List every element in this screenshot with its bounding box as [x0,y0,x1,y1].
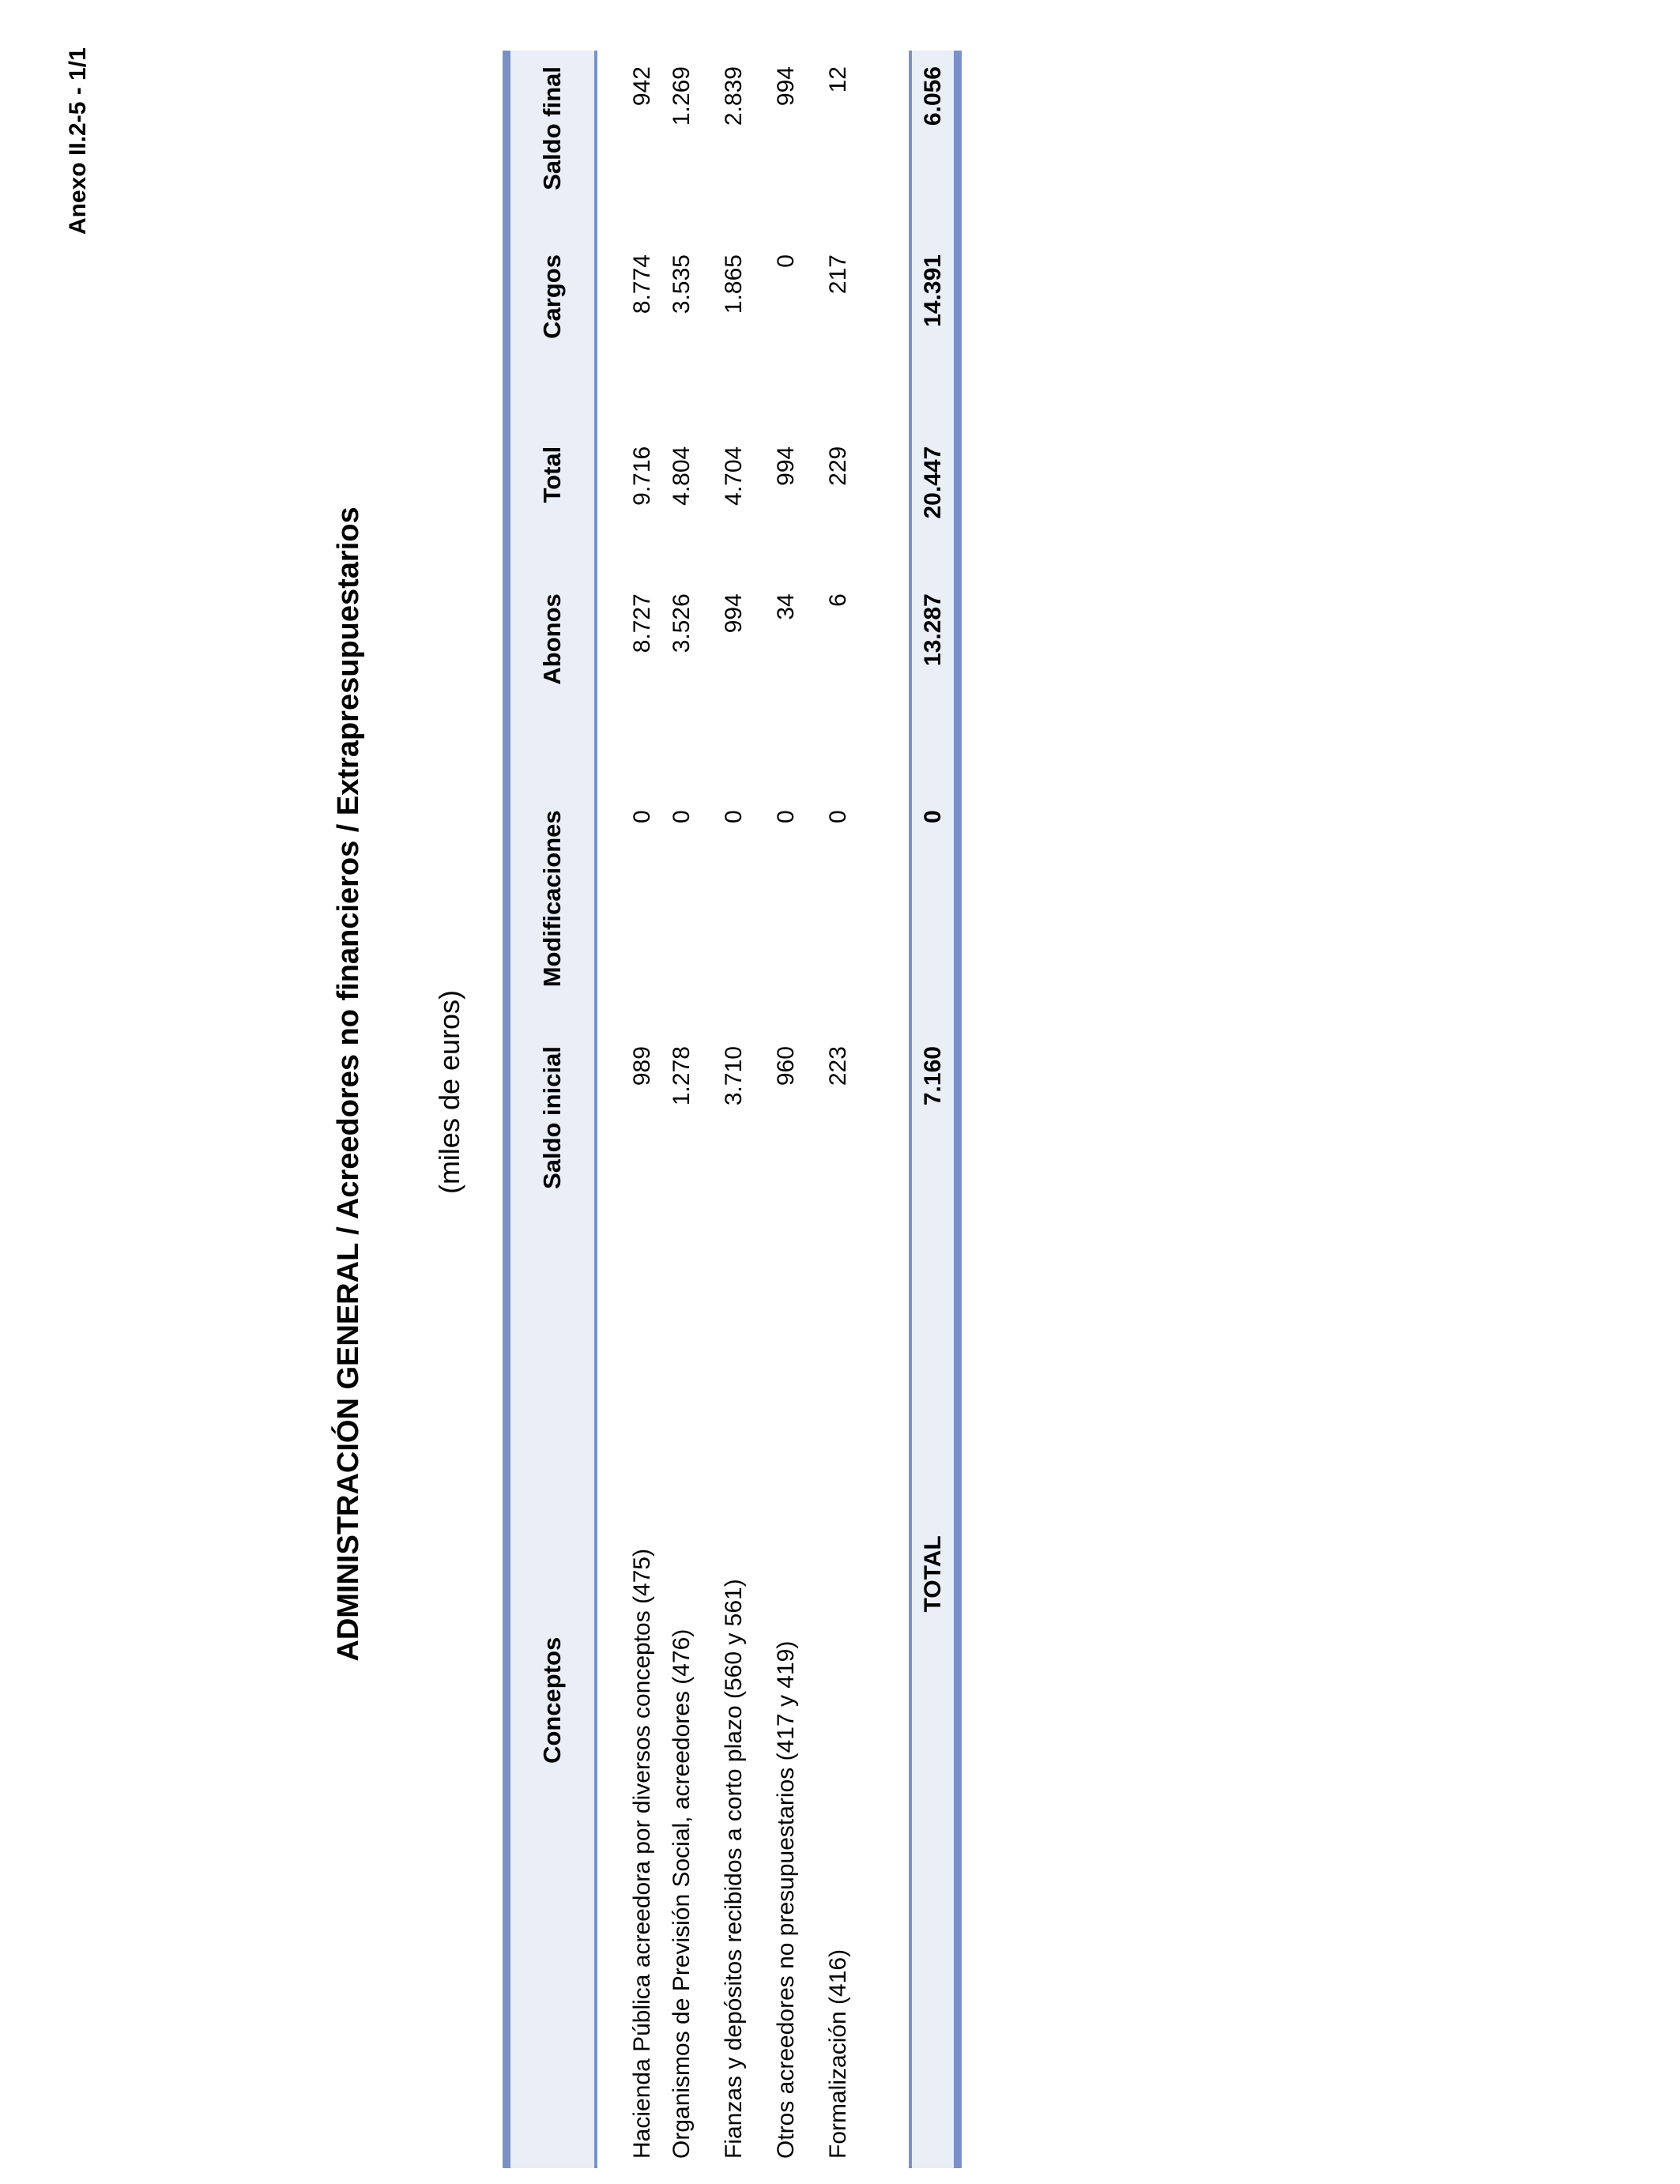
total-abonos: 13.287 [910,578,958,794]
page-subtitle: (miles de euros) [433,989,465,1195]
header-saldo-final: Saldo final [507,51,596,239]
cell-saldo-final: 2.839 [721,66,747,126]
header-cargos: Cargos [507,239,596,431]
cell-modificaciones: 0 [721,810,747,824]
cell-abonos: 3.526 [669,593,695,653]
cell-total: 229 [825,446,851,486]
cell-modificaciones: 0 [669,810,695,824]
header-total: Total [507,431,596,578]
cell-saldo-final: 942 [629,66,655,107]
table-row [760,51,812,2168]
table-row [708,51,760,2168]
cell-saldo-inicial: 223 [825,1046,851,1086]
cell-cargos: 1.865 [721,254,747,314]
total-total: 20.447 [910,431,958,578]
total-modificaciones: 0 [910,794,958,1030]
cell-saldo-final: 994 [773,66,799,107]
cell-total: 4.704 [721,446,747,506]
header-conceptos: Conceptos [507,1233,596,2168]
header-modificaciones: Modificaciones [507,794,596,1030]
cell-saldo-final: 12 [825,66,851,93]
table-header-row [507,51,596,2168]
cell-abonos: 6 [825,593,851,607]
page-title: ADMINISTRACIÓN GENERAL / Acreedores no financieros / Extrapresupuestarios [332,506,365,1662]
row-concept: Otros acreedores no presupuestarios (417 y 419) [773,1640,799,2159]
cell-total: 4.804 [669,446,695,506]
row-concept: Hacienda Pública acreedora por diversos conceptos (475) [629,1548,655,2159]
cell-saldo-inicial: 1.278 [669,1046,695,1106]
cell-saldo-final: 1.269 [669,66,695,126]
cell-saldo-inicial: 960 [773,1046,799,1086]
cell-total: 994 [773,446,799,486]
cell-abonos: 34 [773,593,799,620]
cell-modificaciones: 0 [773,810,799,824]
table-row [656,51,708,2168]
cell-total: 9.716 [629,446,655,506]
total-saldo-inicial: 7.160 [910,1030,958,1233]
header-abonos: Abonos [507,578,596,794]
total-saldo-final: 6.056 [910,51,958,239]
table-row [596,51,656,2168]
cell-cargos: 3.535 [669,254,695,314]
row-concept: Fianzas y depósitos recibidos a corto plazo (560 y 561) [721,1579,747,2159]
annex-label: Anexo II.2-5 - 1/1 [65,47,91,235]
table-total-row [910,51,958,2168]
table-spacer [864,51,910,2168]
table-row [812,51,864,2168]
total-cargos: 14.391 [910,239,958,431]
creditors-table [503,51,962,2168]
row-concept: Organismos de Previsión Social, acreedores (476) [669,1629,695,2159]
cell-modificaciones: 0 [629,810,655,824]
cell-saldo-inicial: 3.710 [721,1046,747,1106]
row-concept: Formalización (416) [825,1949,851,2159]
cell-saldo-inicial: 989 [629,1046,655,1086]
header-saldo-inicial: Saldo inicial [507,1030,596,1233]
cell-modificaciones: 0 [825,810,851,824]
cell-cargos: 217 [825,254,851,295]
cell-abonos: 8.727 [629,593,655,653]
total-label: TOTAL [910,1233,958,2168]
cell-cargos: 0 [773,254,799,268]
cell-cargos: 8.774 [629,254,655,314]
cell-abonos: 994 [721,593,747,634]
